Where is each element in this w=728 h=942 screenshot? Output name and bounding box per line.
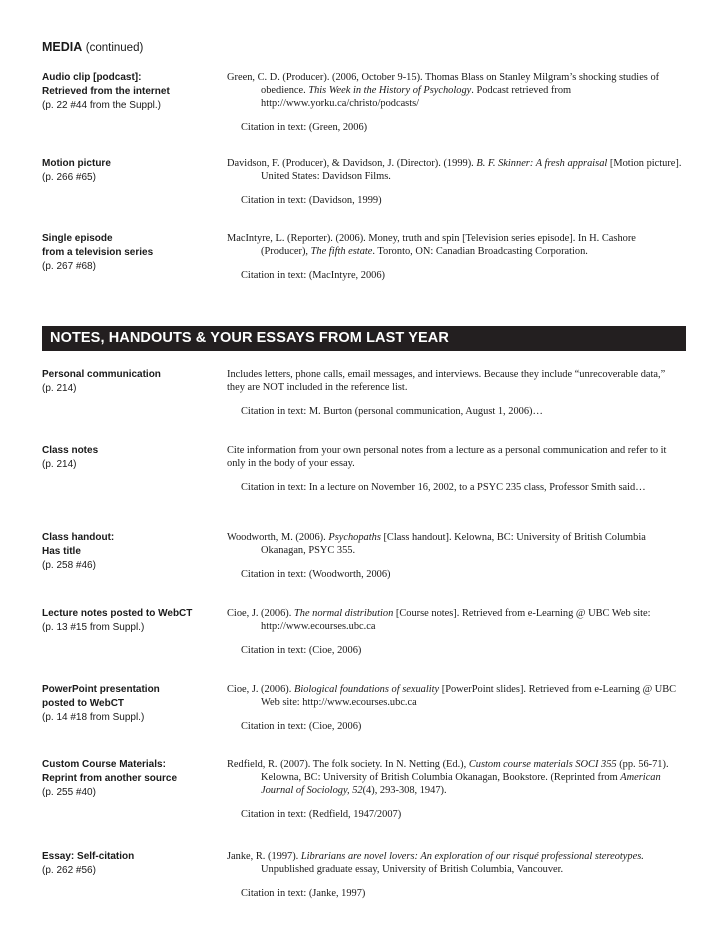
media-heading-suffix: (continued) [85, 42, 144, 54]
label-line: Retrieved from the internet [42, 86, 170, 97]
reference-lecture-notes-webct [227, 607, 682, 657]
label-page-ref: (p. 14 #18 from Suppl.) [42, 712, 145, 723]
reference-class-notes [227, 444, 682, 494]
reference-class-handout [227, 531, 682, 581]
citation-in-text: Citation in text: (Green, 2006) [241, 122, 368, 133]
reference-custom-course-materials [227, 758, 682, 821]
description-text: Includes letters, phone calls, email messages, and interviews. Because they include “unrecoverable data,” they are NOT included in the reference list. [227, 369, 666, 393]
section-title-bar: NOTES, HANDOUTS & YOUR ESSAYS FROM LAST YEAR [42, 326, 686, 351]
label-line: Class handout: [42, 532, 115, 543]
label-line: Motion picture [42, 158, 111, 169]
media-continued-heading [42, 40, 143, 54]
entry-label-powerpoint-webct [42, 683, 222, 725]
reference-essay-self-citation [227, 850, 682, 900]
label-line: Personal communication [42, 369, 161, 380]
entry-label-class-handout [42, 531, 222, 573]
label-page-ref: (p. 13 #15 from Suppl.) [42, 622, 145, 633]
citation-in-text: Citation in text: (Davidson, 1999) [241, 195, 382, 206]
reference-text: Davidson, F. (Producer), & Davidson, J. (Director). (1999). B. F. Skinner: A fresh appraisal [Motion picture]. United States: Davidson Films. [227, 158, 682, 182]
reference-text: Cioe, J. (2006). Biological foundations of sexuality [PowerPoint slides]. Retrieved from e-Learning @ UBC Web site: http://www.ecourses.ubc.ca [227, 684, 677, 708]
citation-in-text: Citation in text: (Woodworth, 2006) [241, 569, 391, 580]
label-line: Single episode [42, 233, 113, 244]
label-line: Has title [42, 546, 81, 557]
label-line: Essay: Self-citation [42, 851, 135, 862]
reference-powerpoint-webct [227, 683, 682, 733]
label-page-ref: (p. 266 #65) [42, 172, 96, 183]
citation-in-text: Citation in text: (Janke, 1997) [241, 888, 366, 899]
entry-label-personal-communication [42, 368, 222, 396]
label-page-ref: (p. 214) [42, 459, 77, 470]
citation-in-text: Citation in text: (Cioe, 2006) [241, 645, 362, 656]
entry-label-custom-course-materials [42, 758, 222, 800]
citation-in-text: Citation in text: M. Burton (personal communication, August 1, 2006)… [241, 406, 543, 417]
label-page-ref: (p. 267 #68) [42, 261, 96, 272]
label-page-ref: (p. 214) [42, 383, 77, 394]
entry-label-single-episode [42, 232, 222, 274]
label-page-ref: (p. 255 #40) [42, 787, 96, 798]
reference-single-episode [227, 232, 682, 282]
citation-in-text: Citation in text: (Redfield, 1947/2007) [241, 809, 402, 820]
entry-label-lecture-notes-webct [42, 607, 222, 635]
citation-in-text: Citation in text: (MacIntyre, 2006) [241, 270, 385, 281]
entry-label-motion-picture [42, 157, 222, 185]
label-page-ref: (p. 262 #56) [42, 865, 96, 876]
label-line: PowerPoint presentation [42, 684, 160, 695]
reference-personal-communication [227, 368, 682, 418]
citation-in-text: Citation in text: (Cioe, 2006) [241, 721, 362, 732]
label-line: Class notes [42, 445, 99, 456]
label-line: Audio clip [podcast]: [42, 72, 142, 83]
label-line: from a television series [42, 247, 154, 258]
reference-motion-picture [227, 157, 682, 207]
label-line: Custom Course Materials: [42, 759, 166, 770]
reference-text: Green, C. D. (Producer). (2006, October 9-15). Thomas Blass on Stanley Milgram’s shocking studies of obedience. This Week in the History of Psychology. Podcast retrieved from http://www.yorku.ca/christo/podcasts/ [227, 72, 660, 109]
media-heading-title: MEDIA [42, 40, 83, 54]
reference-text: Janke, R. (1997). Librarians are novel lovers: An exploration of our risqué professional stereotypes. Unpublished graduate essay, University of British Columbia, Vancouver. [227, 851, 644, 875]
entry-label-class-notes [42, 444, 222, 472]
reference-audio-clip [227, 71, 682, 134]
reference-text: MacIntyre, L. (Reporter). (2006). Money, truth and spin [Television series episode]. In H. Cashore (Producer), The fifth estate. Toronto, ON: Canadian Broadcasting Corporation. [227, 233, 636, 257]
reference-text: Woodworth, M. (2006). Psychopaths [Class handout]. Kelowna, BC: University of British Columbia Okanagan, PSYC 355. [227, 532, 646, 556]
reference-text: Redfield, R. (2007). The folk society. In N. Netting (Ed.), Custom course materials SOCI 355 (pp. 56-71). Kelowna, BC: University of British Columbia Okanagan, Bookstore. (Reprinted from American Journal of Sociology, 52(4), 293-308, 1947). [227, 759, 669, 796]
description-text: Cite information from your own personal notes from a lecture as a personal communication and refer to it only in the body of your essay. [227, 445, 667, 469]
label-line: Reprint from another source [42, 773, 178, 784]
reference-text: Cioe, J. (2006). The normal distribution [Course notes]. Retrieved from e-Learning @ UBC Web site: http://www.ecourses.ubc.ca [227, 608, 651, 632]
entry-label-audio-clip [42, 71, 222, 113]
label-page-ref: (p. 22 #44 from the Suppl.) [42, 100, 161, 111]
label-page-ref: (p. 258 #46) [42, 560, 96, 571]
entry-label-essay-self-citation [42, 850, 222, 878]
label-line: Lecture notes posted to WebCT [42, 608, 193, 619]
label-line: posted to WebCT [42, 698, 125, 709]
citation-in-text: Citation in text: In a lecture on November 16, 2002, to a PSYC 235 class, Professor Smith said… [241, 482, 646, 493]
